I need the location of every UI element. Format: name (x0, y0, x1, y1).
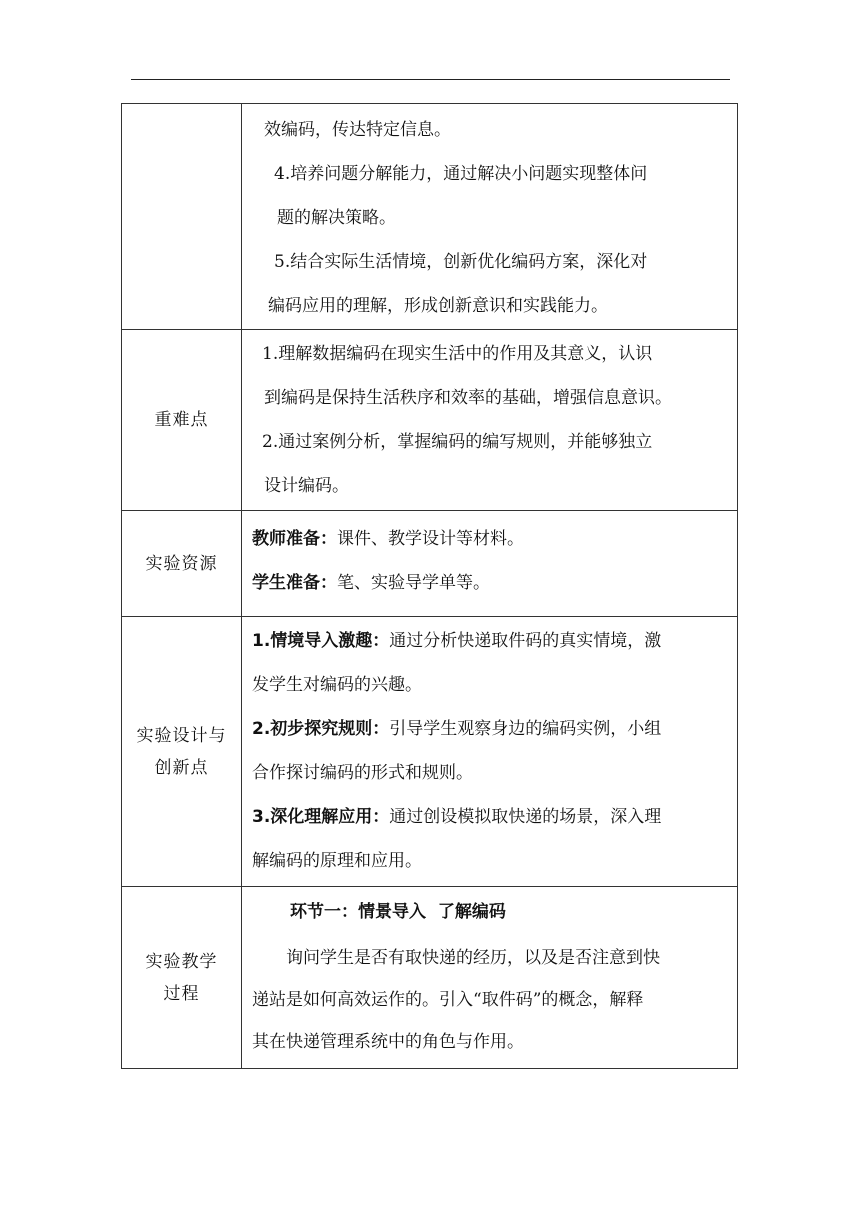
resource-term: 学生准备： (252, 573, 337, 593)
resource-item (252, 561, 729, 605)
row-label-resources: 实验资源 (122, 511, 242, 616)
text-line: 4.培养问题分解能力，通过解决小问题实现整体问 (274, 164, 648, 184)
row-label-line: 过程 (163, 983, 200, 1004)
text-line: 编码应用的理解，形成创新意识和实践能力。 (268, 296, 608, 316)
text-line: 2.通过案例分析，掌握编码的编写规则，并能够独立 (262, 432, 653, 452)
resource-term: 教师准备： (252, 529, 337, 549)
text-line: 到编码是保持生活秩序和效率的基础，增强信息意识。 (264, 388, 672, 408)
table-row-design (121, 617, 738, 887)
row-label-empty (122, 104, 242, 329)
design-text: 通过创设模拟取快递的场景，深入理 (389, 807, 662, 827)
design-item (252, 707, 729, 751)
row-label-line: 实验设计与 (136, 725, 227, 746)
text-line: 5.结合实际生活情境，创新优化编码方案，深化对 (274, 252, 648, 272)
design-item-cont: 解编码的原理和应用。 (252, 851, 422, 871)
text-line: 题的解决策略。 (277, 208, 396, 228)
design-term: 3.深化理解应用： (252, 807, 390, 827)
text-line: 设计编码。 (264, 476, 349, 496)
table-row-objectives-continued (121, 103, 738, 330)
text-line: 效编码，传达特定信息。 (264, 120, 451, 140)
row-content-design (242, 617, 737, 886)
text-line: 1.理解数据编码在现实生活中的作用及其意义，认识 (262, 344, 653, 364)
table-row-process (121, 887, 738, 1069)
design-item (252, 619, 729, 663)
table-row-key-points (121, 330, 738, 511)
design-item-cont: 发学生对编码的兴趣。 (252, 675, 422, 695)
row-label-line: 实验教学 (145, 951, 218, 972)
text-line: 其在快递管理系统中的角色与作用。 (252, 1032, 524, 1052)
section-title: 环节一：情景导入 了解编码 (290, 902, 506, 922)
row-content-objectives (242, 104, 737, 329)
row-content-key-points (242, 330, 737, 510)
text-line: 递站是如何高效运作的。引入“取件码”的概念，解释 (252, 990, 644, 1010)
resource-text: 笔、实验导学单等。 (337, 573, 490, 593)
row-label-line: 创新点 (154, 757, 209, 778)
design-text: 引导学生观察身边的编码实例，小组 (389, 719, 662, 739)
table-row-resources (121, 511, 738, 617)
design-term: 1.情境导入激趣： (252, 631, 390, 651)
design-item (252, 795, 729, 839)
row-label-key-points: 重难点 (122, 330, 242, 510)
design-term: 2.初步探究规则： (252, 719, 390, 739)
resource-item (252, 517, 729, 561)
text-line: 询问学生是否有取快递的经历，以及是否注意到快 (286, 948, 660, 968)
lesson-plan-table (121, 103, 738, 1069)
resource-text: 课件、教学设计等材料。 (337, 529, 524, 549)
row-content-process (242, 887, 737, 1068)
row-content-resources (242, 511, 737, 616)
row-label-design (122, 617, 242, 886)
design-item-cont: 合作探讨编码的形式和规则。 (252, 763, 473, 783)
row-label-process (122, 887, 242, 1068)
design-text: 通过分析快递取件码的真实情境，激 (389, 631, 662, 651)
header-rule (131, 79, 730, 80)
